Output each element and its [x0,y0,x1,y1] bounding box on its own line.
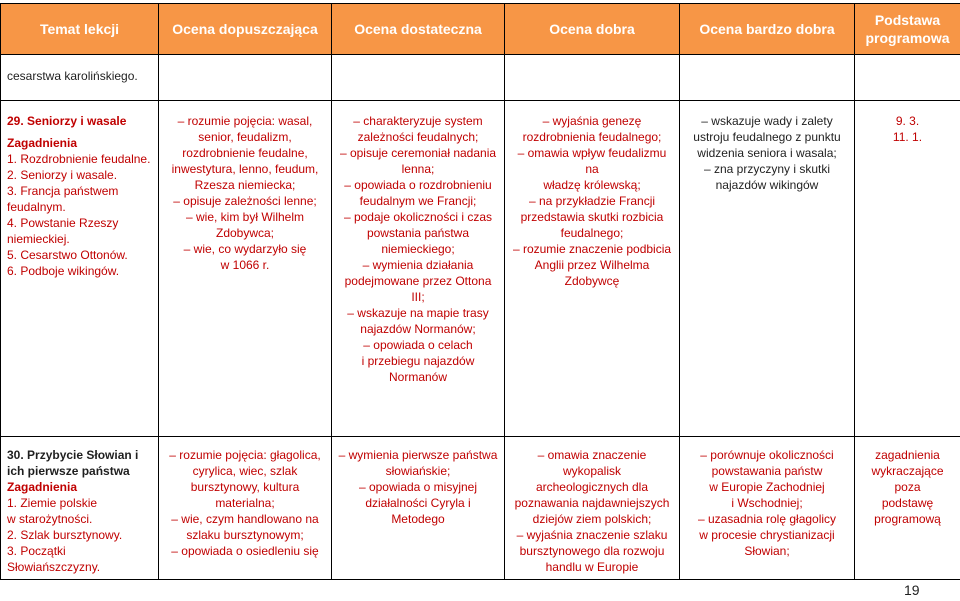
text-line: 6. Podboje wikingów. [7,264,120,278]
text-line: Zdobywcę [564,274,620,288]
text-line: szlaku bursztynowym; [186,528,304,542]
grade-4-cell [505,55,680,101]
topic-cell: cesarstwa karolińskiego. [1,55,159,101]
text-line: – rozumie pojęcia: wasal, [177,114,313,128]
text-line: programową [874,512,941,526]
text-line: 3. Francja państwem [7,184,119,198]
grade-3-requirements [332,101,504,389]
text-line: najazdów wikingów [715,178,819,192]
text-line: 5. Cesarstwo Ottonów. [7,248,128,262]
text-line: 4. Powstanie Rzeszy [7,216,119,230]
text-line: – wymienia pierwsze państwa [338,448,498,462]
topics-heading: Zagadnienia [7,480,78,494]
text-line: ustroju feudalnego z punktu [693,130,841,144]
text-line: poznawania najdawniejszych [514,496,670,510]
basis-cell [855,437,960,580]
text-line: – wie, co wydarzyło się [183,242,307,256]
text-line: Normanów [388,370,448,384]
text-line: – charakteryzuje system [353,114,483,128]
grade-4-cell [505,437,680,580]
text-line: Anglii przez Wilhelma [534,258,650,272]
header-grade-3: Ocena dostateczna [332,4,505,55]
text-line: Słowian; [744,544,790,558]
text-line: bursztynowy, kultura [190,480,300,494]
text-line: 1. Ziemie polskie [7,496,98,510]
text-line: poza [894,480,921,494]
grade-4-requirements [505,437,679,579]
text-line: lenna; [401,162,435,176]
header-curriculum-basis: Podstawa programowa [855,4,960,55]
text-line: bursztynowego dla rozwoju [519,544,665,558]
text-line: w Europie Zachodniej [709,480,825,494]
table-row [1,437,960,580]
text-line: przedstawia skutki rozbicia [520,210,664,224]
text-line: – opowiada o rozdrobnieniu [344,178,492,192]
text-line: dziejów ziem polskich; [532,512,652,526]
text-line: niemieckiego; [381,242,455,256]
text-line: – opowiada o misyjnej [358,480,478,494]
topic-list [7,495,152,575]
text-line: powstawania państw [711,464,823,478]
topic-list [7,151,152,279]
grade-2-requirements [159,101,331,277]
text-line: – omawia wpływ feudalizmu na [517,146,670,176]
text-line: – uzasadnia rolę głagolicy [697,512,837,526]
grade-5-requirements [680,437,854,563]
lesson-title: 30. Przybycie Słowian i ich pierwsze państwa [7,448,142,478]
text-line: – rozumie pojęcia: głagolica, [169,448,321,462]
text-line: wykraczające [871,464,944,478]
text-line: – wymienia działania [362,258,474,272]
text-line: widzenia seniora i wasala; [697,146,837,160]
text-line: w starożytności. [7,512,93,526]
page-number: 19 [904,582,920,598]
header-topic: Temat lekcji [1,4,159,55]
header-grade-2: Ocena dopuszczająca [159,4,332,55]
text-line: – wyjaśnia genezę [542,114,642,128]
text-line: – wie, czym handlowano na [171,512,319,526]
grade-3-requirements [332,437,504,531]
text-line: – wskazuje na mapie trasy [347,306,489,320]
text-line: – porównuje okoliczności [700,448,834,462]
text-line: 3. Początki Słowiańszczyzny. [7,544,101,574]
text-line: podejmowane przez Ottona III; [344,274,495,304]
header-grade-4: Ocena dobra [505,4,680,55]
text-line: 1. Rozdrobnienie feudalne. [7,152,151,166]
text-line: 2. Seniorzy i wasale. [7,168,118,182]
text-line: archeologicznych dla [535,480,649,494]
text-line: władzę królewską; [543,178,641,192]
text-line: – opowiada o osiedleniu się [171,544,319,558]
text-line: zależności feudalnych; [357,130,479,144]
grade-3-cell [332,437,505,580]
text-line: handlu w Europie [545,560,639,574]
text-line: – opisuje ceremoniał nadania [339,146,497,160]
curriculum-table [0,3,960,580]
text-line: w procesie chrystianizacji [699,528,835,542]
grade-4-cell [505,101,680,437]
text-line: – opowiada o celach [363,338,473,352]
text-line: – na przykładzie Francji [528,194,656,208]
grade-5-cell [680,437,855,580]
text-line: senior, feudalizm, [198,130,292,144]
basis-cell [855,55,960,101]
grade-2-cell [159,437,332,580]
text-line: Rzesza niemiecka; [194,178,296,192]
text-line: Zdobywca; [215,226,275,240]
grade-3-cell [332,101,505,437]
text-line: niemieckiej. [7,232,70,246]
text-line: w 1066 r. [220,258,270,272]
grade-5-cell [680,101,855,437]
text-line: – omawia znaczenie wykopalisk [537,448,650,478]
text-line: 2. Szlak bursztynowy. [7,528,123,542]
basis-cell [855,101,960,437]
curriculum-basis [855,437,960,531]
grade-5-cell [680,55,855,101]
grade-2-cell [159,55,332,101]
text-line: 9. 3. [895,114,920,128]
text-line: – wie, kim był Wilhelm [185,210,305,224]
curriculum-basis [855,101,960,149]
text-line: – podaje okoliczności i czas [343,210,493,224]
text-line: i przebiegu najazdów [361,354,475,368]
text-line: – opisuje zależności lenne; [173,194,317,208]
text-line: podstawę [881,496,934,510]
topic-cell [1,437,159,580]
grade-4-requirements [505,101,679,293]
text-line: najazdów Normanów; [360,322,476,336]
grade-5-requirements [680,101,854,197]
text-line: feudalnego; [560,226,624,240]
text-line: – zna przyczyny i skutki [703,162,831,176]
text-line: i Wschodniej; [731,496,803,510]
topics-heading: Zagadnienia [7,136,78,150]
text-line: 11. 1. [892,130,923,144]
header-row [1,4,960,55]
text-line: inwestytura, lenno, feudum, [171,162,319,176]
text-line: – wyjaśnia znaczenie szlaku [516,528,668,542]
text-line: rozdrobnienia feudalnego; [522,130,662,144]
table-row [1,101,960,437]
grade-3-cell [332,55,505,101]
text-line: feudalnym we Francji; [359,194,477,208]
text-line: zagadnienia [875,448,940,462]
table-row [1,55,960,101]
grade-2-cell [159,101,332,437]
text-line: cyrylica, wiec, szlak [192,464,298,478]
text-line: rozdrobnienie feudalne, [182,146,308,160]
text-line: powstania państwa [366,226,470,240]
grade-2-requirements [159,437,331,563]
text-line: – rozumie znaczenie podbicia [512,242,672,256]
text-line: słowiańskie; [385,464,451,478]
text-line: – wskazuje wady i zalety [701,114,833,128]
topic-cell [1,101,159,437]
header-grade-5: Ocena bardzo dobra [680,4,855,55]
text-line: feudalnym. [7,200,66,214]
lesson-title: 29. Seniorzy i wasale [7,114,127,128]
text-line: działalności Cyryla i Metodego [365,496,475,526]
text-line: materialna; [215,496,275,510]
